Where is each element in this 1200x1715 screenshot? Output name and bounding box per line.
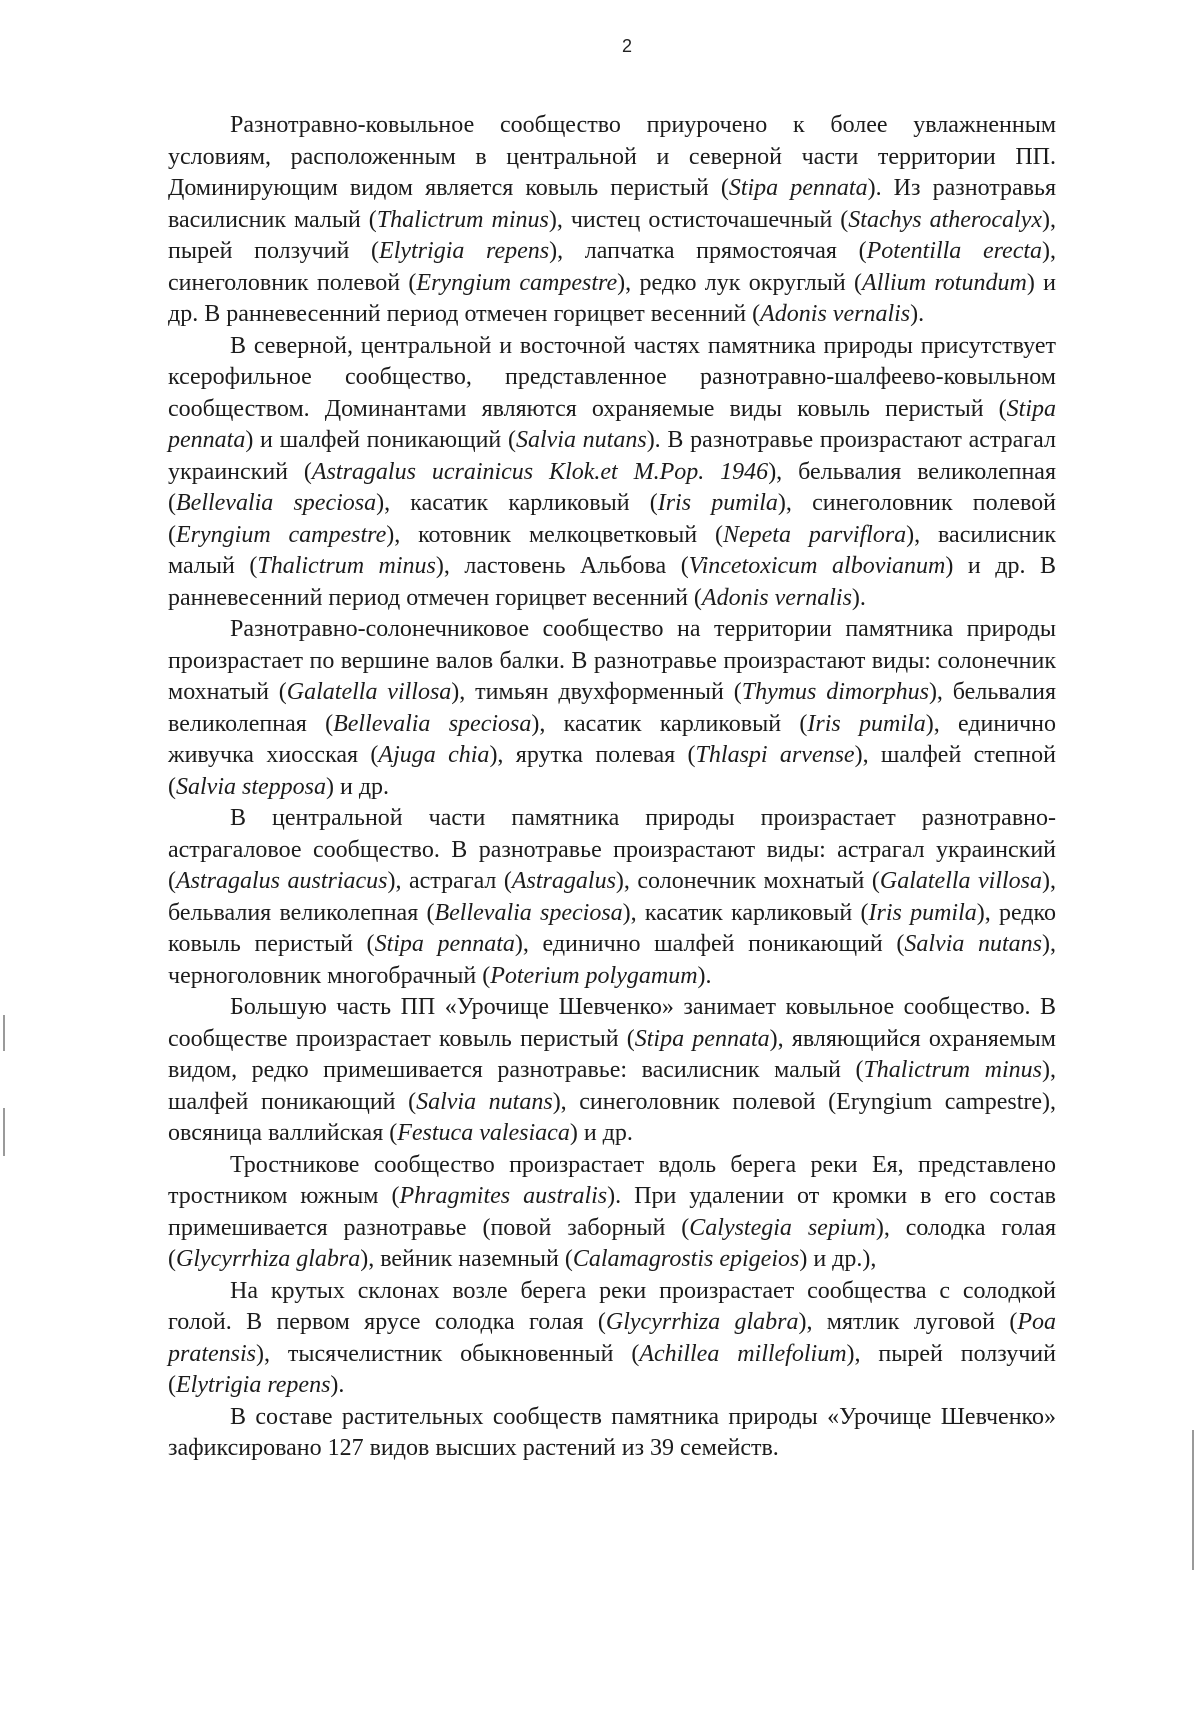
species-name: Salvia nutans (515, 427, 647, 453)
text-run: ). (697, 962, 712, 989)
species-name: Salvia stepposa (176, 773, 326, 800)
text-run: ), единично живучка хиосская ( (168, 710, 1056, 768)
species-name: Stipa pennata (634, 1025, 770, 1052)
species-name: Stipa pennata (168, 395, 1056, 453)
text-run: ), мятлик луговой ( (798, 1309, 1018, 1335)
paragraph (168, 992, 1056, 1150)
paragraph (168, 1402, 1056, 1465)
paragraph (168, 331, 1056, 615)
text-run: ), касатик карликовый ( (531, 710, 808, 737)
paragraph (168, 1276, 1056, 1402)
text-run: ), вейник наземный ( (360, 1246, 573, 1272)
text-run: На крутых склонах возле берега реки произрастает сообщества с солодкой голой. В первом ярусе солодка голая ( (168, 1277, 1056, 1335)
text-run: ), солодка голая ( (168, 1214, 1056, 1272)
species-name: Poterium polygamum (490, 962, 698, 989)
species-name: Stipa pennata (728, 175, 868, 201)
species-name: Achillea millefolium (639, 1340, 847, 1367)
species-name: Thalictrum minus (257, 553, 436, 579)
text-run: ) и др. В ранневесенний период отмечен горицвет весенний ( (168, 553, 1056, 611)
species-name: Calystegia sepium (689, 1214, 876, 1241)
species-name: Vincetoxicum albovianum (688, 553, 946, 579)
species-name: Potentilla erecta (866, 238, 1043, 264)
text-run: ), солонечник мохнатый ( (615, 868, 880, 894)
species-name: Iris pumila (807, 710, 926, 737)
text-run: Тростникове сообщество произрастает вдоль берега реки Ея, представлено тростником южным ( (168, 1151, 1056, 1209)
text-run: ). Из разнотравья василисник малый ( (168, 175, 1057, 233)
species-name: Festuca valesiaca (397, 1120, 570, 1146)
paragraph (168, 110, 1056, 331)
text-run: ), бельвалия великолепная ( (168, 868, 1057, 926)
species-name: Nepeta parviflora (722, 521, 907, 548)
species-name: Glycyrrhiza glabra (605, 1309, 799, 1335)
species-name: Bellevalia speciosa (333, 710, 532, 737)
text-run: ). (851, 584, 866, 611)
text-run: ), чистец остисточашечный ( (548, 206, 849, 233)
text-run: ), бельвалия великолепная ( (168, 458, 1057, 516)
text-run: ) и шалфей поникающий ( (245, 427, 516, 453)
species-name: Astragalus ucrainicus Klok.et M.Pop. 1946 (311, 458, 769, 485)
species-name: Thalictrum minus (863, 1057, 1043, 1083)
text-run: ), шалфей степной ( (168, 742, 1056, 800)
species-name: Elytrigia repens (379, 238, 550, 264)
species-name: Astragalus (511, 868, 616, 894)
text-run: ), черноголовник многобрачный ( (168, 931, 1057, 989)
species-name: Elytrigia repens (176, 1372, 331, 1398)
text-run: ) и др. В ранневесенний период отмечен горицвет весенний ( (168, 269, 1056, 327)
text-run: Разнотравно-солонечниковое сообщество на территории памятника природы произрастает по вершине валов балки. В разнотравье произрастают виды: солонечник мохнатый ( (168, 616, 1056, 705)
species-name: Thlaspi arvense (695, 742, 855, 768)
species-name: Galatella villosa (286, 679, 452, 705)
paragraph (168, 803, 1056, 992)
species-name: Glycyrrhiza glabra (176, 1246, 361, 1272)
text-run: ), тысячелистник обыкновенный ( (256, 1340, 640, 1367)
text-run: ), редко лук округлый ( (617, 269, 863, 296)
species-name: Thalictrum minus (376, 206, 549, 233)
text-run: ) и др.), (799, 1246, 877, 1272)
text-run: ). (910, 301, 925, 327)
text-run: ), бельвалия великолепная ( (168, 679, 1056, 737)
text-run: ). (330, 1372, 345, 1398)
text-run: ), являющийся охраняемым видом, редко примешивается разнотравье: василисник малый ( (168, 1025, 1056, 1083)
species-name: Thymus dimorphus (741, 679, 929, 705)
text-run: ), пырей ползучий ( (168, 206, 1057, 264)
text-run: ), ярутка полевая ( (489, 742, 696, 768)
text-run: ) и др. (326, 773, 390, 800)
text-run: В составе растительных сообществ памятника природы «Урочище Шевченко» зафиксировано 127 видов высших растений из 39 семейств. (168, 1403, 1056, 1461)
text-run: ), котовник мелкоцветковый ( (386, 521, 723, 548)
text-run: ), синеголовник полевой ( (168, 490, 1056, 548)
text-run: ), единично шалфей поникающий ( (514, 931, 905, 957)
species-name: Bellevalia speciosa (434, 899, 623, 926)
text-run: ), пырей ползучий ( (168, 1340, 1056, 1398)
text-run: В северной, центральной и восточной частях памятника природы присутствует ксерофильное сообщество, представленное разнотравно-шалфеево-ковыльном сообществом. Доминантами являются охраняемые виды ковыль перистый ( (168, 332, 1056, 422)
text-run: ), синеголовник полевой (Eryngium campestre), овсяница валлийская ( (168, 1088, 1056, 1146)
text-run: ), ластовень Альбова ( (435, 553, 689, 579)
page-number: 2 (621, 36, 632, 56)
scan-edge-mark (3, 1015, 5, 1051)
text-run: В центральной части памятника природы произрастает разнотравно-астрагаловое сообщество. В разнотравье произрастают виды: астрагал украинский ( (168, 805, 1056, 894)
species-name: Phragmites australis (399, 1183, 608, 1209)
text-run: ), касатик карликовый ( (622, 899, 869, 926)
species-name: Eryngium campestre (416, 269, 618, 296)
species-name: Ajuga chia (378, 742, 490, 768)
text-run: ), астрагал ( (387, 868, 512, 894)
paragraph (168, 614, 1056, 803)
species-name: Eryngium campestre (176, 521, 387, 548)
species-name: Adonis vernalis (701, 584, 852, 611)
scan-edge-mark (1192, 1430, 1194, 1570)
species-name: Bellevalia speciosa (176, 490, 377, 516)
species-name: Poa pratensis (168, 1309, 1056, 1367)
species-name: Allium rotundum (862, 269, 1027, 296)
text-run: ), касатик карликовый ( (376, 490, 658, 516)
text-run: ), шалфей поникающий ( (168, 1057, 1057, 1115)
text-run: ), тимьян двухформенный ( (451, 679, 742, 705)
species-name: Stipa pennata (374, 931, 515, 957)
body-text (168, 110, 1056, 1465)
text-run: Разнотравно-ковыльное сообщество приурочено к более увлажненным условиям, расположенным в центральной и северной части территории ПП. Доминирующим видом является ковыль перистый ( (168, 112, 1056, 201)
species-name: Adonis vernalis (760, 301, 911, 327)
species-name: Iris pumila (868, 899, 977, 926)
species-name: Salvia nutans (904, 931, 1043, 957)
text-run: ), василисник малый ( (168, 521, 1057, 579)
text-run: Большую часть ПП «Урочище Шевченко» занимает ковыльное сообщество. В сообществе произрастает ковыль перистый ( (168, 994, 1056, 1052)
species-name: Stachys atherocalyx (848, 206, 1043, 233)
text-run: ) и др. (569, 1120, 633, 1146)
paragraph (168, 1150, 1056, 1276)
text-run: ), синеголовник полевой ( (168, 238, 1057, 296)
text-run: ), редко ковыль перистый ( (168, 899, 1056, 957)
species-name: Galatella villosa (879, 868, 1043, 894)
text-run: ). При удалении от кромки в его состав примешивается разнотравье (повой заборный ( (168, 1183, 1056, 1241)
species-name: Calamagrostis epigeios (572, 1246, 800, 1272)
species-name: Astragalus austriacus (176, 868, 388, 894)
scan-edge-mark (3, 1108, 5, 1156)
species-name: Salvia nutans (416, 1088, 553, 1115)
text-run: ). В разнотравье произрастают астрагал украинский ( (168, 427, 1057, 485)
text-run: ), лапчатка прямостоячая ( (549, 238, 867, 264)
species-name: Iris pumila (657, 490, 778, 516)
